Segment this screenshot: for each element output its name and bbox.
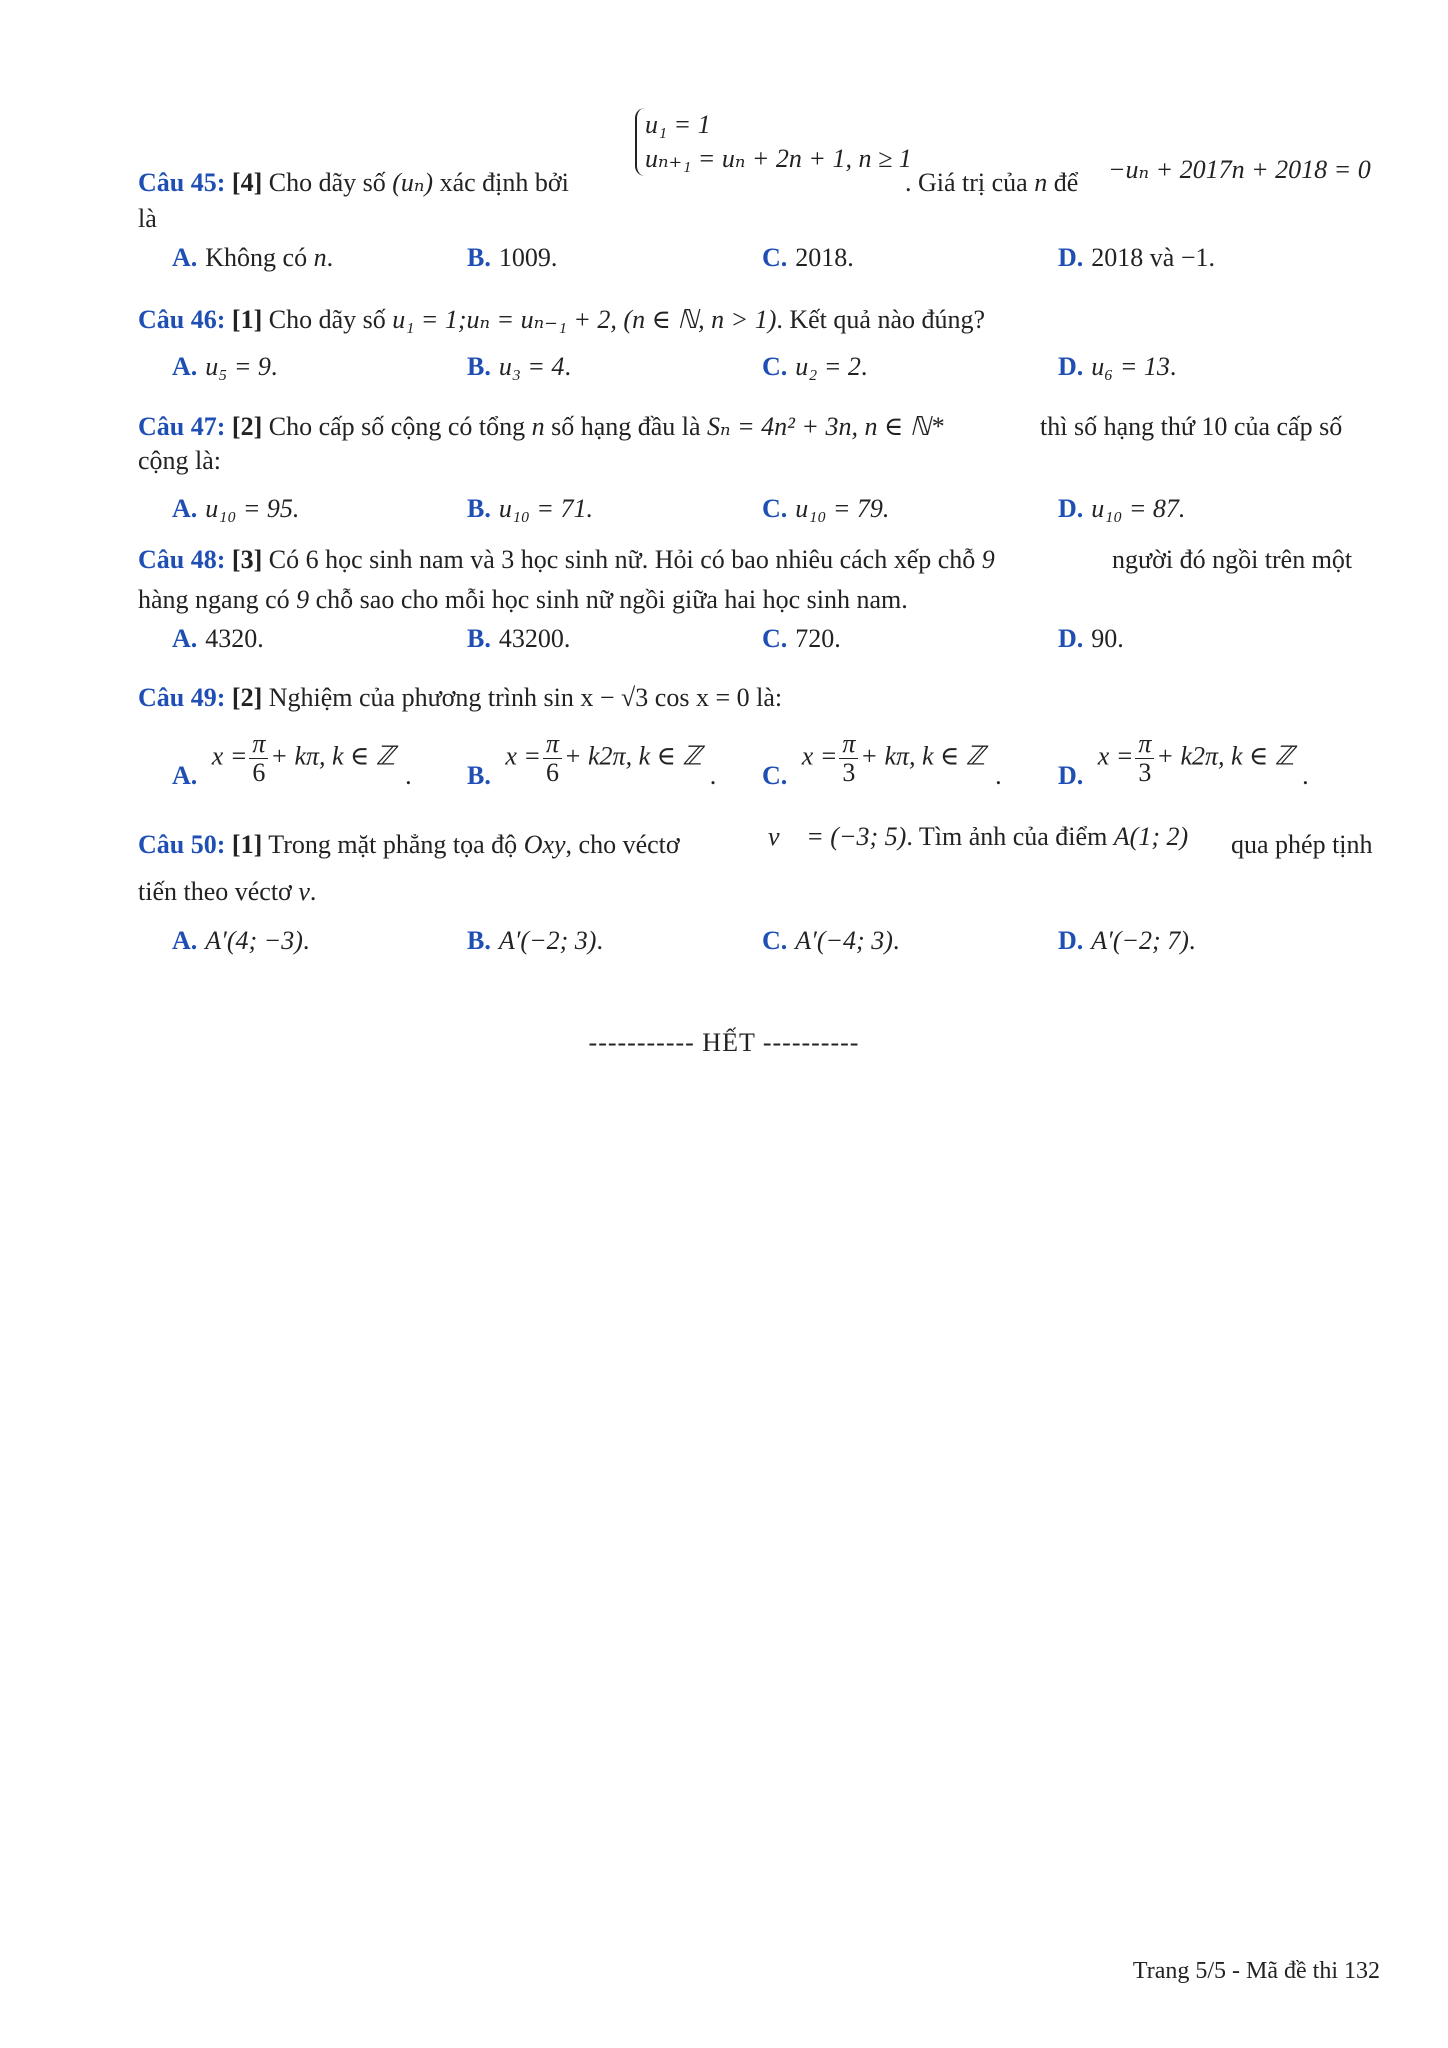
q45-label: Câu 45: — [138, 168, 226, 197]
q48-stem-line1 — [138, 545, 995, 575]
q48-text-1: Có 6 học sinh nam và 3 học sinh nữ. Hỏi có bao nhiêu cách xếp chỗ — [268, 545, 976, 574]
q45-sys-line2: uₙ₊₁ = uₙ + 2n + 1, n ≥ 1 — [645, 144, 912, 173]
q50-math-vector: v⃗ = (−3; 5) — [768, 822, 907, 851]
q47-math-2: , n ∈ ℕ* — [851, 412, 944, 441]
q47-option-b[interactable]: B. u₁₀ = 71. — [467, 494, 593, 523]
q46-option-c[interactable]: C. u₂ = 2. — [762, 352, 868, 381]
q50-stem-line1b — [768, 822, 1188, 852]
q48-text-2: người đó ngồi trên một — [1112, 545, 1353, 574]
q50-option-a[interactable]: A. A′(4; −3). — [172, 926, 310, 955]
q47-label: Câu 47: — [138, 412, 226, 441]
q48-stem-line2 — [138, 585, 908, 615]
q50-option-b[interactable]: B. A′(−2; 3). — [467, 926, 603, 955]
q46-text-2: . Kết quả nào đúng? — [776, 305, 986, 334]
page-footer: Trang 5/5 - Mã đề thi 132 — [1132, 1958, 1380, 1984]
q48-option-d[interactable]: D. 90. — [1058, 624, 1124, 653]
q50-text-1: Trong mặt phẳng tọa độ — [268, 830, 518, 859]
q46-stem — [138, 305, 985, 335]
q50-stem-line2 — [138, 877, 316, 907]
q47-text-4: cộng là: — [138, 446, 222, 475]
q46-option-a[interactable]: A. u₅ = 9. — [172, 352, 278, 381]
q50-math-point: A(1; 2) — [1113, 822, 1189, 851]
q50-math-v: v — [298, 877, 310, 906]
q50-math-oxy: Oxy — [523, 830, 566, 859]
q46-math-2: ;uₙ = uₙ₋₁ + 2 — [457, 305, 611, 334]
q48-option-a[interactable]: A. 4320. — [172, 624, 264, 653]
q46-math-3: , (n ∈ ℕ, n > 1) — [610, 305, 777, 334]
q45-recurrence-system — [635, 108, 912, 176]
q49-level: [2] — [231, 683, 263, 712]
q45-stem — [138, 168, 569, 198]
q45-option-a[interactable]: A. Không có n. — [172, 243, 334, 272]
q48-math-2: 9 — [296, 585, 310, 614]
q48-text-3: hàng ngang có — [138, 585, 290, 614]
q47-text-2: số hạng đầu là — [551, 412, 701, 441]
q45-seq: (uₙ) — [392, 168, 434, 197]
q48-level: [3] — [231, 545, 263, 574]
q47-var-n: n — [531, 412, 545, 441]
q45-text-2: xác định bởi — [439, 168, 569, 197]
q49-option-b[interactable]: B. x = $\frac{\pi}{6}$ + k2π, k ∈ ℤ. — [467, 729, 717, 791]
q48-text-4: chỗ sao cho mỗi học sinh nữ ngồi giữa hai học sinh nam. — [315, 585, 908, 614]
q50-text-2: , cho véctơ — [565, 830, 680, 859]
q50-text-5: tiến theo véctơ — [138, 877, 292, 906]
q45-text-4: để — [1053, 168, 1079, 197]
q47-level: [2] — [231, 412, 263, 441]
q49-text-1: Nghiệm của phương trình — [268, 683, 538, 712]
q50-level: [1] — [231, 830, 263, 859]
q50-text-3: . Tìm ảnh của điểm — [906, 822, 1108, 851]
q47-option-d[interactable]: D. u₁₀ = 87. — [1058, 494, 1186, 523]
q45-option-d[interactable]: D. 2018 và −1. — [1058, 243, 1215, 272]
q50-stem-line1 — [138, 830, 680, 860]
q45-text-3: . Giá trị của — [905, 168, 1028, 197]
q45-text-1: Cho dãy số — [268, 168, 386, 197]
q50-text-4: qua phép tịnh — [1231, 830, 1373, 859]
q49-option-a[interactable]: A. x = $\frac{\pi}{6}$ + kπ, k ∈ ℤ. — [172, 729, 412, 791]
end-marker: ----------- HẾT ---------- — [588, 1028, 860, 1057]
q45-var-n: n — [1034, 168, 1048, 197]
q45-stem-cont — [905, 168, 1078, 198]
q48-math-1: 9 — [981, 545, 995, 574]
q46-math-1: u₁ = 1 — [392, 305, 458, 334]
q47-text-3: thì số hạng thứ 10 của cấp số — [1040, 412, 1343, 441]
q45-sys-line1: u₁ = 1 — [645, 110, 711, 139]
q49-text-2: là: — [756, 683, 783, 712]
q49-stem — [138, 683, 782, 713]
q50-option-d[interactable]: D. A′(−2; 7). — [1058, 926, 1196, 955]
q45-equation: −uₙ + 2017n + 2018 = 0 — [1108, 155, 1371, 184]
q47-text-1: Cho cấp số cộng có tổng — [268, 412, 526, 441]
q46-label: Câu 46: — [138, 305, 226, 334]
q50-label: Câu 50: — [138, 830, 226, 859]
q49-option-c[interactable]: C. x = $\frac{\pi}{3}$ + kπ, k ∈ ℤ. — [762, 729, 1002, 791]
q48-option-c[interactable]: C. 720. — [762, 624, 841, 653]
q47-option-a[interactable]: A. u₁₀ = 95. — [172, 494, 300, 523]
q48-label: Câu 48: — [138, 545, 226, 574]
q49-label: Câu 49: — [138, 683, 226, 712]
q47-math-1: Sₙ = 4n² + 3n — [707, 412, 852, 441]
q45-level: [4] — [231, 168, 263, 197]
q49-option-d[interactable]: D. x = $\frac{\pi}{3}$ + k2π, k ∈ ℤ. — [1058, 729, 1309, 791]
q46-text-1: Cho dãy số — [268, 305, 386, 334]
q47-stem-line1 — [138, 412, 944, 442]
q45-option-c[interactable]: C. 2018. — [762, 243, 854, 272]
q47-option-c[interactable]: C. u₁₀ = 79. — [762, 494, 890, 523]
q50-option-c[interactable]: C. A′(−4; 3). — [762, 926, 900, 955]
q48-option-b[interactable]: B. 43200. — [467, 624, 571, 653]
q46-level: [1] — [231, 305, 263, 334]
q45-text-5: là — [138, 204, 157, 233]
q46-option-d[interactable]: D. u₆ = 13. — [1058, 352, 1177, 381]
q46-option-b[interactable]: B. u₃ = 4. — [467, 352, 571, 381]
q50-text-6: . — [309, 877, 317, 906]
q45-option-b[interactable]: B. 1009. — [467, 243, 558, 272]
q49-math-1: sin x − √3 cos x = 0 — [543, 683, 750, 712]
